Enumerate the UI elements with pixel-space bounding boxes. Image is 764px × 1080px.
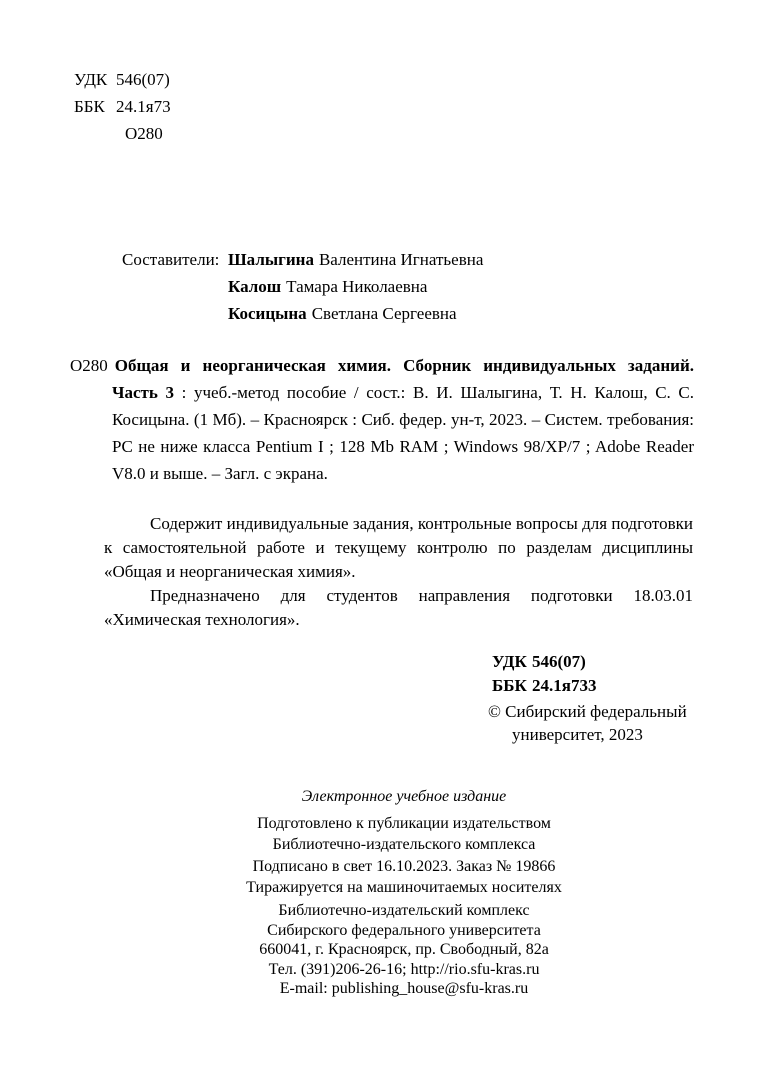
udk-value: 546(07) bbox=[116, 70, 170, 89]
publisher-name-line-2: Сибирского федерального университета bbox=[267, 921, 541, 939]
annotation-paragraph-2: Предназначено для студентов направления подготовки 18.03.01 «Химическая технология». bbox=[104, 586, 693, 629]
author-sign-line bbox=[74, 120, 171, 147]
release-info-group bbox=[104, 856, 704, 898]
prepared-line-2: Библиотечно-издательского комплекса bbox=[272, 836, 536, 853]
catalog-author-sign: О280 bbox=[70, 356, 108, 375]
compilers-block bbox=[122, 246, 483, 327]
udk-label-right: УДК bbox=[492, 652, 527, 671]
top-classification-codes bbox=[74, 66, 171, 147]
copyright-line-2: университет, 2023 bbox=[512, 725, 643, 744]
bibliographic-entry bbox=[70, 352, 694, 487]
publisher-email: E-mail: publishing_house@sfu-kras.ru bbox=[279, 980, 529, 997]
compiler-row bbox=[122, 273, 483, 300]
compiler-name bbox=[228, 246, 483, 273]
bibliographic-description: : учеб.-метод пособие / сост.: В. И. Шалыгина, Т. Н. Калош, С. С. Косицына. (1 Мб). – Красноярск : Сиб. федер. ун-т, 2023. – Систем. требования: PC не ниже класса Pentium I ; 128 Mb RAM ; Windows 98/XP/7 ; Adobe Reader V8.0 и выше. – Загл. с экрана. bbox=[112, 383, 694, 483]
compiler-row bbox=[122, 300, 483, 327]
compilers-label-spacer bbox=[122, 300, 228, 327]
publisher-prepared-group bbox=[104, 813, 704, 855]
author-sign: О280 bbox=[125, 124, 163, 143]
compilers-label-spacer bbox=[122, 273, 228, 300]
udk-value-right: 546(07) bbox=[532, 652, 586, 671]
distribution-line: Тиражируется на машиночитаемых носителях bbox=[246, 879, 562, 896]
annotation-paragraph-1: Содержит индивидуальные задания, контрольные вопросы для подготовки к самостоятельной работе и текущему контролю по разделам дисциплины «Общая и неорганическая химия». bbox=[104, 514, 693, 581]
publisher-address-group bbox=[104, 901, 704, 999]
book-title: Общая и неорганическая химия. Сборник индивидуальных заданий. Часть 3 bbox=[112, 356, 694, 402]
signed-line: Подписано в свет 16.10.2023. Заказ № 19866 bbox=[252, 858, 556, 875]
bbk-line bbox=[74, 93, 171, 120]
compiler-surname: Калош bbox=[228, 277, 282, 296]
annotation-block bbox=[104, 512, 693, 632]
compiler-given-names: Светлана Сергеевна bbox=[311, 304, 457, 323]
udk-label: УДК bbox=[74, 70, 108, 89]
bibliographic-paragraph bbox=[70, 352, 694, 487]
publisher-phone-and-website: Тел. (391)206-26-16; http://rio.sfu-kras.ru bbox=[268, 960, 540, 978]
compilers-label: Составители: bbox=[122, 250, 220, 269]
bbk-line-right bbox=[492, 674, 596, 698]
compiler-given-names: Валентина Игнатьевна bbox=[318, 250, 484, 269]
prepared-line-1: Подготовлено к публикации издательством bbox=[257, 815, 551, 832]
compiler-name bbox=[228, 273, 427, 300]
bbk-label-right: ББК bbox=[492, 676, 527, 695]
compiler-row bbox=[122, 246, 483, 273]
udk-line-right bbox=[492, 650, 596, 674]
bbk-value: 24.1я73 bbox=[116, 97, 171, 116]
copyright-line-1: © Сибирский федеральный bbox=[488, 702, 687, 721]
compiler-given-names: Тамара Николаевна bbox=[286, 277, 428, 296]
colophon-block bbox=[104, 787, 704, 999]
publisher-name-line-1: Библиотечно-издательский комплекс bbox=[278, 902, 530, 919]
udk-line bbox=[74, 66, 171, 93]
publisher-postal-address: 660041, г. Красноярск, пр. Свободный, 82а bbox=[259, 941, 549, 958]
edition-type: Электронное учебное издание bbox=[301, 788, 507, 805]
bbk-label: ББК bbox=[74, 97, 105, 116]
copyright-notice bbox=[488, 700, 687, 746]
compiler-name bbox=[228, 300, 457, 327]
compiler-surname: Косицына bbox=[228, 304, 307, 323]
compiler-surname: Шалыгина bbox=[228, 250, 314, 269]
bbk-value-right: 24.1я733 bbox=[532, 676, 597, 695]
right-classification-codes bbox=[492, 650, 596, 698]
